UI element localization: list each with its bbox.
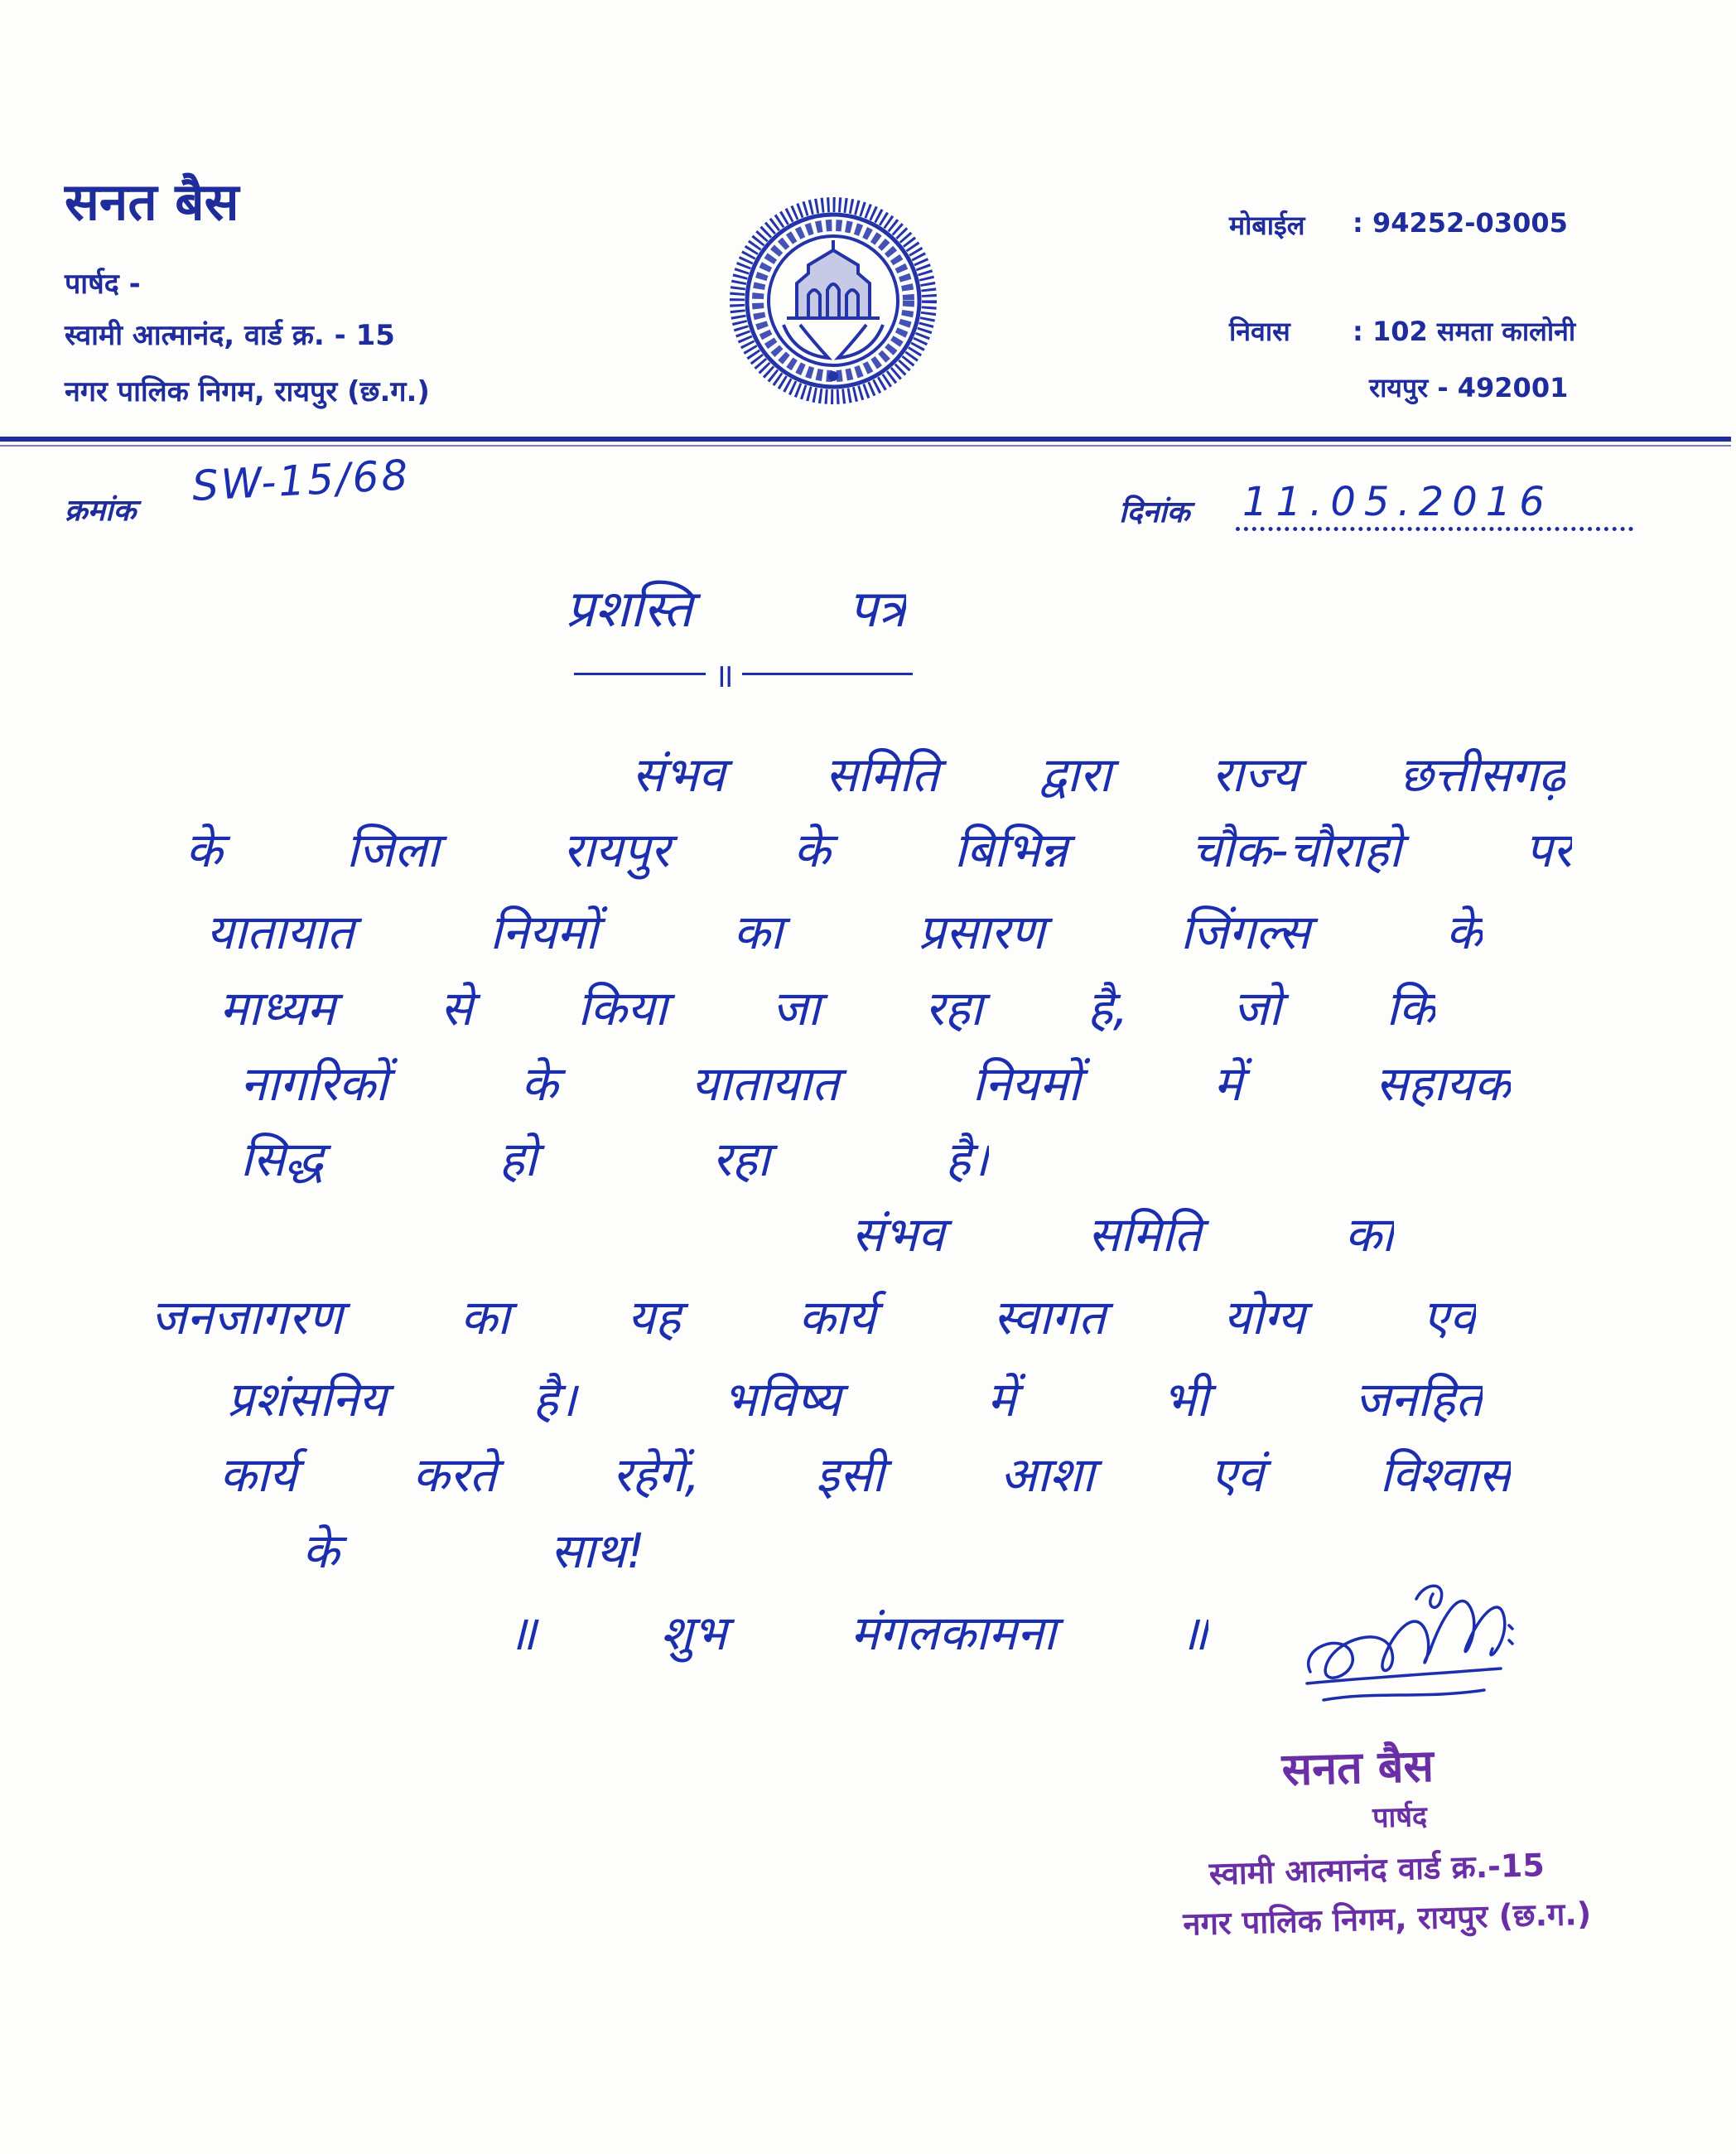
letterhead-divider — [0, 437, 1731, 442]
handwritten-signature — [1292, 1574, 1524, 1731]
letter-closing: ॥ शुभ मंगलकामना ॥ — [508, 1605, 1208, 1661]
letter-line: के साथ! — [302, 1523, 645, 1579]
letterhead-divider-thin — [0, 445, 1731, 447]
letterhead-designation: पार्षद - — [65, 268, 141, 301]
councillor-stamp — [1156, 1717, 1692, 1971]
letter-line: प्रशंसनिय है। भविष्य में भी जनहित — [227, 1371, 1483, 1427]
letter-line: कार्य करते रहेगें, इसी आशा एवं विश्वास — [219, 1446, 1511, 1503]
letter-title: प्रशस्ति पत्र — [566, 578, 906, 639]
residence-label: निवास — [1229, 316, 1290, 347]
residence-address-line2: रायपुर - 492001 — [1369, 372, 1569, 403]
letter-line: माध्यम से किया जा रहा है, जो कि — [219, 980, 1435, 1036]
date-dotted-line — [1236, 527, 1633, 531]
letter-line: यातायात नियमों का प्रसारण जिंगल्स के — [206, 904, 1483, 960]
mobile-number: : 94252-03005 — [1353, 207, 1568, 239]
stamp-corporation: नगर पालिक निगम, रायपुर (छ.ग.) — [1182, 1895, 1592, 1943]
stamp-designation: पार्षद — [1372, 1799, 1428, 1835]
date-value: 11.05.2016 — [1242, 479, 1553, 525]
letter-line: जनजागरण का यह कार्य स्वागत योग्य एवं — [151, 1289, 1476, 1345]
title-underline — [574, 673, 913, 675]
letter-line: सिद्ध हो रहा है। — [240, 1131, 989, 1187]
letterhead-name: सनत बैस — [65, 171, 239, 232]
municipal-seal-icon — [729, 192, 938, 409]
title-underline-mark: ॥ — [706, 651, 742, 697]
residence-address-line1: : 102 समता कालोनी — [1353, 316, 1576, 347]
reference-label: क्रमांक — [65, 494, 137, 528]
letter-line: संभव समिति का — [851, 1206, 1394, 1263]
mobile-label: मोबाईल — [1229, 210, 1305, 241]
letterhead-ward: स्वामी आत्मानंद, वार्ड क्र. - 15 — [65, 319, 395, 352]
stamp-name: सनत बैस — [1280, 1739, 1435, 1796]
reference-number: SW-15/68 — [190, 451, 412, 510]
letter-line: संभव समिति द्वारा राज्य छत्तीसगढ़ — [632, 746, 1565, 803]
date-label: दिनांक — [1119, 495, 1190, 529]
letterhead-corporation: नगर पालिक निगम, रायपुर (छ.ग.) — [65, 375, 430, 408]
letter-line: नागरिकों के यातायात नियमों में सहायक — [240, 1055, 1511, 1112]
letter-line: के जिला रायपुर के बिभिन्न चौक-चौराहो पर — [186, 822, 1572, 878]
stamp-ward: स्वामी आत्मानंद वार्ड क्र.-15 — [1208, 1847, 1546, 1892]
